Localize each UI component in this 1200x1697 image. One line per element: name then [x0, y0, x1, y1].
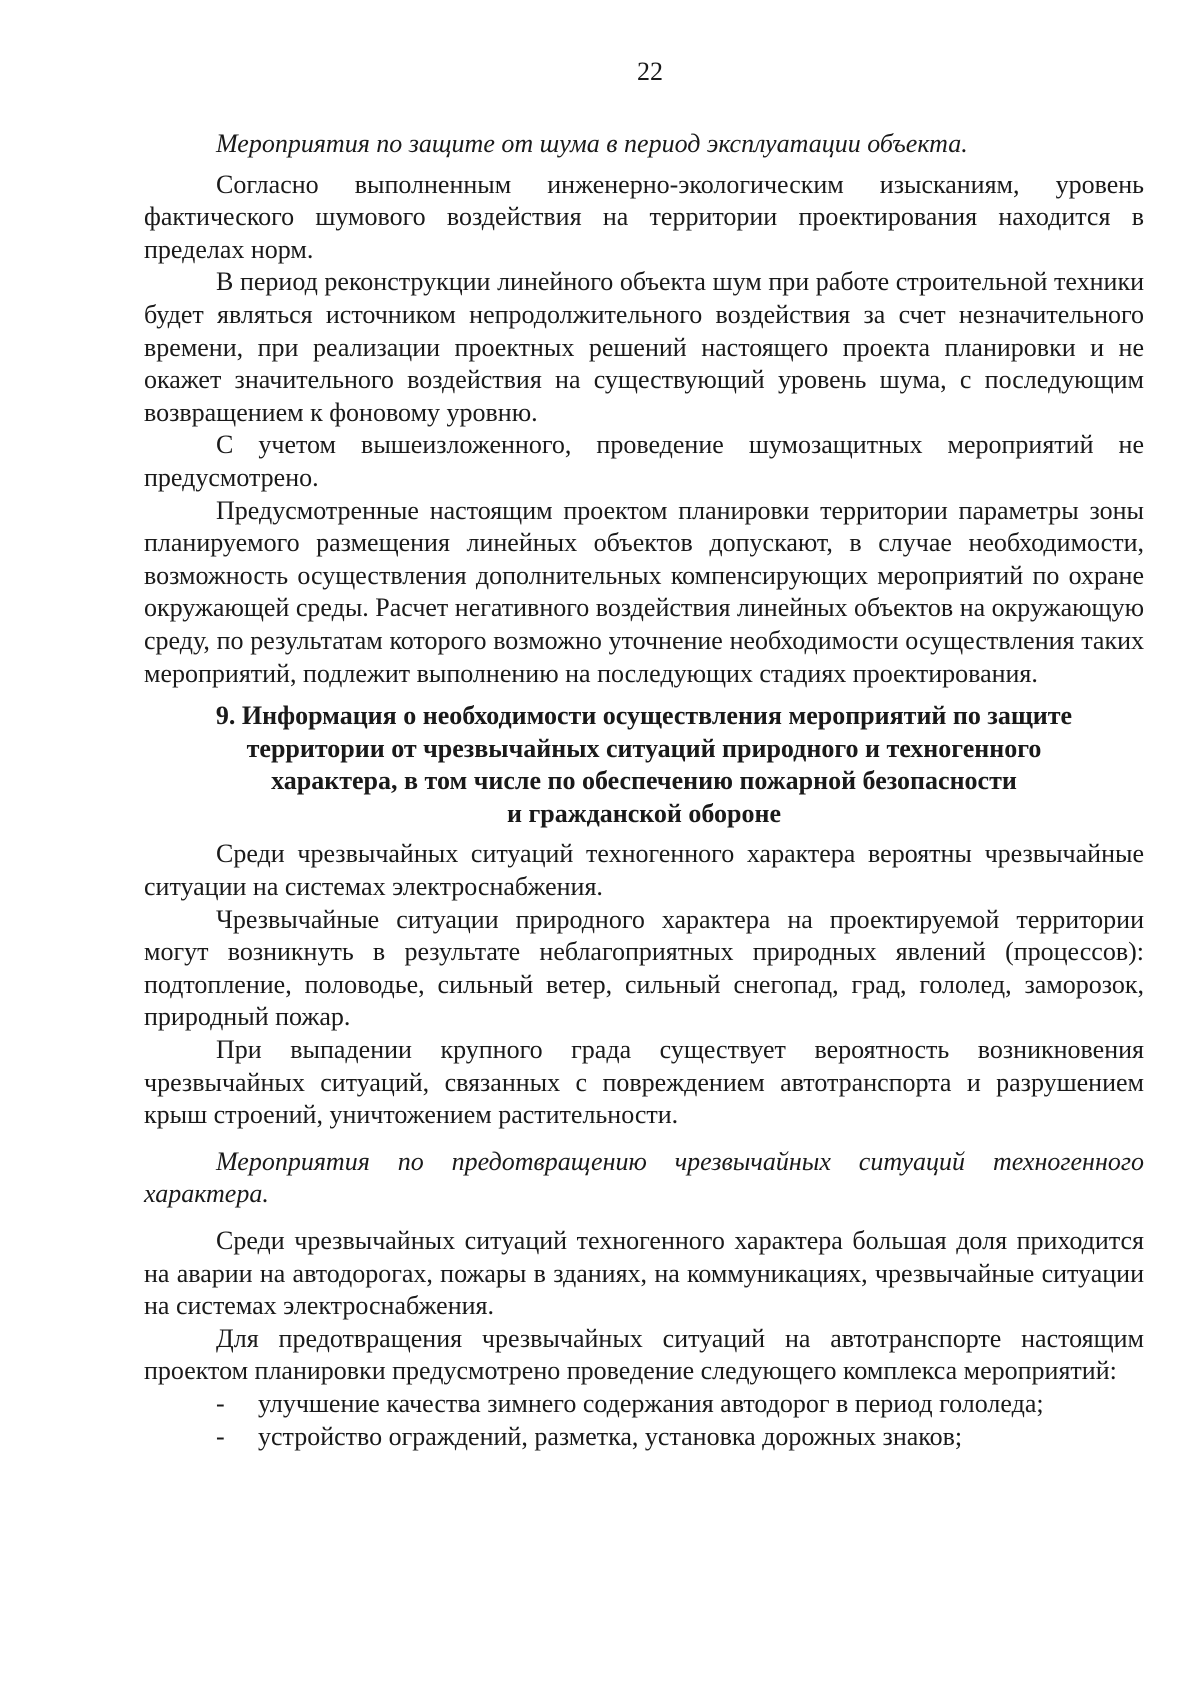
paragraph: При выпадении крупного града существует вероятность возникновения чрезвычайных ситуаций, связанных с повреждением автотранспорта и разрушением крыш строений, уничтожением растительности.	[144, 1035, 1144, 1130]
page-body	[144, 128, 1144, 1453]
section-9-heading	[144, 700, 1144, 830]
heading-line: территории от чрезвычайных ситуаций природного и техногенного	[246, 733, 1042, 763]
heading-line: характера, в том числе по обеспечению пожарной безопасности	[271, 766, 1017, 796]
prevention-section-title: Мероприятия по предотвращению чрезвычайных ситуаций техногенного характера.	[144, 1146, 1144, 1209]
list-bullet: -	[216, 1421, 225, 1451]
noise-section-title: Мероприятия по защите от шума в период эксплуатации объекта.	[216, 129, 968, 158]
list-item-text: устройство ограждений, разметка, установка дорожных знаков;	[258, 1421, 963, 1451]
list-item	[144, 1388, 1144, 1421]
heading-line: и гражданской обороне	[506, 798, 782, 828]
paragraph: Среди чрезвычайных ситуаций техногенного характера большая доля приходится на аварии на автодорогах, пожары в зданиях, на коммуникациях, чрезвычайные ситуации на системах электроснабжения.	[144, 1226, 1144, 1321]
paragraph: С учетом вышеизложенного, проведение шумозащитных мероприятий не предусмотрено.	[144, 430, 1144, 492]
paragraph: Предусмотренные настоящим проектом планировки территории параметры зоны планируемого размещения линейных объектов допускают, в случае необходимости, возможность осуществления дополнительных компенсирующих мероприятий по охране окружающей среды. Расчет негативного воздействия линейных объектов на окружающую среду, по результатам которого возможно уточнение необходимости осуществления таких мероприятий, подлежит выполнению на последующих стадиях проектирования.	[144, 495, 1144, 688]
list-item	[144, 1421, 1144, 1454]
paragraph: Среди чрезвычайных ситуаций техногенного характера вероятны чрезвычайные ситуации на системах электроснабжения.	[144, 839, 1144, 902]
list-bullet: -	[216, 1388, 225, 1418]
paragraph: Для предотвращения чрезвычайных ситуаций на автотранспорте настоящим проектом планировки предусмотрено проведение следующего комплекса мероприятий:	[144, 1323, 1144, 1386]
paragraph: Чрезвычайные ситуации природного характера на проектируемой территории могут возникнуть в результате неблагоприятных природных явлений (процессов): подтопление, половодье, сильный ветер, сильный снегопад, град, гололед, заморозок, природный пожар.	[144, 904, 1144, 1032]
page-number: 22	[637, 57, 663, 86]
paragraph: Согласно выполненным инженерно-экологическим изысканиям, уровень фактического шумового воздействия на территории проектирования находится в пределах норм.	[144, 169, 1144, 264]
heading-line: 9. Информация о необходимости осуществления мероприятий по защите	[215, 701, 1073, 731]
paragraph: В период реконструкции линейного объекта шум при работе строительной техники будет являться источником непродолжительного воздействия за счет незначительного времени, при реализации проектных решений настоящего проекта планировки и не окажет значительного воздействия на существующий уровень шума, с последующим возвращением к фоновому уровню.	[144, 267, 1144, 427]
measures-list	[144, 1388, 1144, 1453]
list-item-text: улучшение качества зимнего содержания автодорог в период гололеда;	[258, 1388, 1044, 1418]
